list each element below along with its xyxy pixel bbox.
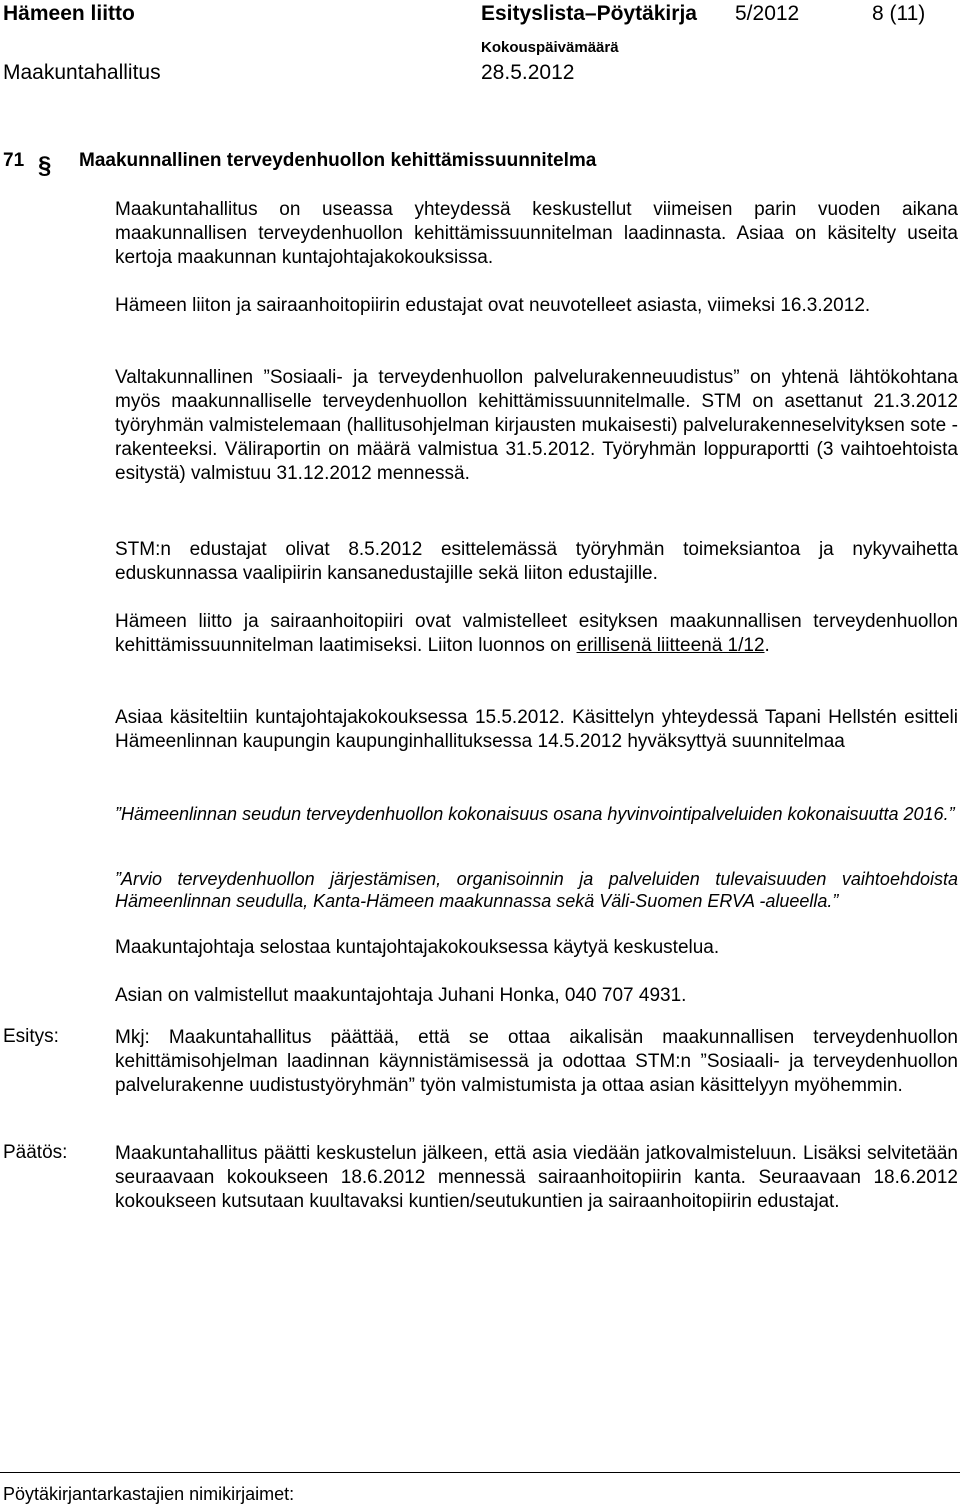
page-number: 8 (11)	[872, 2, 926, 25]
meeting-date: 28.5.2012	[481, 61, 575, 84]
decision-label: Päätös:	[3, 1142, 68, 1163]
paragraph-5: Hämeen liitto ja sairaanhoitopiiri ovat valmistelleet esityksen maakunnallisen terveydenhuollon kehittämissuunnitelman laatimiseksi. Liiton luonnos on erillisenä liitteenä 1/12.	[115, 611, 958, 656]
quote-2: ”Arvio terveydenhuollon järjestämisen, organisoinnin ja palveluiden tulevaisuuden vaihtoehdoista Hämeenlinnan seudulla, Kanta-Hämeen maakunnassa sekä Väli-Suomen ERVA -alueella.”	[115, 869, 958, 911]
svg-text:§: §	[38, 152, 52, 179]
paragraph-3: Valtakunnallinen ”Sosiaali- ja terveydenhuollon palvelurakenneuudistus” on yhtenä lähtökohtana myös maakunnalliselle terveydenhuollon kehittämissuunnitelmalle. STM on asettanut 21.3.2012 työryhmän valmistelemaan (hallitusohjelman kirjausten mukaisesti) palvelurakenneselvityksen sote -rakenteeksi. Väliraportin on määrä valmistua 31.5.2012. Työryhmän loppuraportti (3 vaihtoehtoista esitystä) valmistuu 31.12.2012 mennessä.	[115, 367, 958, 484]
paragraph-1: Maakuntahallitus on useassa yhteydessä keskustellut viimeisen parin vuoden aikana maakunnallisen terveydenhuollon kehittämissuunnitelman laadinnasta. Asiaa on käsitelty useita kertoja maakunnan kuntajohtajakokouksissa.	[115, 199, 958, 268]
attachment-link[interactable]: erillisenä liitteenä 1/12	[576, 635, 765, 656]
section-sign-icon	[36, 147, 58, 183]
meeting-date-label: Kokouspäivämäärä	[481, 39, 619, 56]
item-number: 71	[3, 150, 25, 171]
org-name: Hämeen liitto	[3, 2, 135, 25]
footer-divider	[0, 1472, 960, 1473]
proposal-label: Esitys:	[3, 1026, 59, 1047]
paragraph-2: Hämeen liiton ja sairaanhoitopiirin edustajat ovat neuvotelleet asiasta, viimeksi 16.3.2012.	[115, 295, 871, 316]
quote-1: ”Hämeenlinnan seudun terveydenhuollon kokonaisuus osana hyvinvointipalveluiden kokonaisuutta 2016.”	[115, 804, 955, 824]
decision-text: Maakuntahallitus päätti keskustelun jälkeen, että asia viedään jatkovalmisteluun. Lisäksi selvitetään seuraavaan kokoukseen 18.6.2012 mennessä sairaanhoitopiirin kanta. Seuraavaan 18.6.2012 kokoukseen kutsutaan kuultavaksi kuntien/seutukuntien ja sairaanhoitopiirin edustajat.	[115, 1143, 958, 1212]
item-title: Maakunnallinen terveydenhuollon kehittämissuunnitelma	[79, 150, 597, 171]
paragraph-5-text: Hämeen liitto ja sairaanhoitopiiri ovat valmistelleet esityksen maakunnallisen terveydenhuollon kehittämissuunnitelman laatimiseksi. Liiton luonnos on	[115, 611, 958, 656]
paragraph-7: Maakuntajohtaja selostaa kuntajohtajakokouksessa käytyä keskustelua.	[115, 937, 720, 958]
board-name: Maakuntahallitus	[3, 61, 161, 84]
signatures-label: Pöytäkirjantarkastajien nimikirjaimet:	[3, 1484, 295, 1504]
paragraph-4: STM:n edustajat olivat 8.5.2012 esittelemässä työryhmän toimeksiantoa ja nykyvaihetta eduskunnassa vaalipiirin kansanedustajille sekä liiton edustajille.	[115, 539, 958, 584]
document-number: 5/2012	[735, 2, 800, 25]
paragraph-6: Asiaa käsiteltiin kuntajohtajakokouksessa 15.5.2012. Käsittelyn yhteydessä Tapani Hellstén esitteli Hämeenlinnan kaupungin kaupunginhallituksessa 14.5.2012 hyväksyttyä suunnitelmaa	[115, 707, 958, 752]
proposal-text: Mkj: Maakuntahallitus päättää, että se ottaa aikalisän maakunnallisen terveydenhuollon kehittämisohjelman laadinnan käynnistämisessä ja odottaa STM:n ”Sosiaali- ja terveydenhuollon palvelurakenne uudistustyöryhmän” työn valmistumista ja ottaa asian käsittelyyn myöhemmin.	[115, 1027, 958, 1096]
paragraph-8: Asian on valmistellut maakuntajohtaja Juhani Honka, 040 707 4931.	[115, 985, 687, 1006]
document-type: Esityslista–Pöytäkirja	[481, 2, 697, 25]
